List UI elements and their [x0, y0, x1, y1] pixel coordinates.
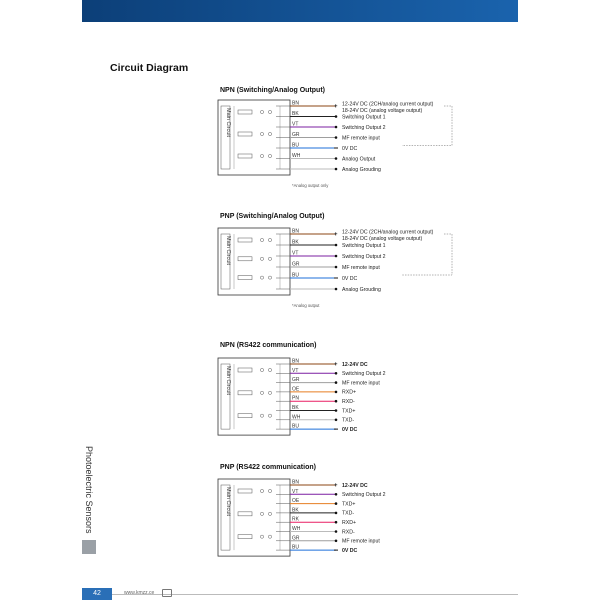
wire-code: BN: [292, 358, 299, 365]
page-title: Circuit Diagram: [110, 62, 189, 74]
wire-code: GR: [292, 261, 300, 268]
protection-component: [238, 512, 252, 516]
terminal-dot: [335, 168, 338, 171]
protection-component: [238, 368, 252, 372]
main-circuit-label: Main Circuit: [225, 108, 231, 138]
led-icon: [268, 276, 271, 279]
terminal-dot: [335, 126, 338, 129]
wire-code: PN: [292, 395, 299, 402]
wire-label: 12-24V DC: [342, 482, 368, 489]
protection-component: [238, 154, 252, 158]
led-icon: [260, 512, 263, 515]
led-icon: [268, 110, 271, 113]
website-url: www.kmzz.ce: [124, 590, 155, 596]
section-title-pnp-rs422: PNP (RS422 communication): [220, 464, 316, 471]
led-icon: [268, 132, 271, 135]
wire-code: WH: [292, 153, 301, 159]
plus-icon: +: [334, 362, 338, 368]
main-circuit-label: Main Circuit: [225, 236, 231, 266]
plus-icon: +: [334, 232, 338, 238]
wire-code: RK: [292, 516, 299, 523]
led-icon: [260, 154, 263, 157]
led-icon: [260, 238, 263, 241]
wire-label: 12-24V DC: [342, 361, 368, 368]
wire-code: VT: [292, 488, 299, 495]
wire-label: RXD-: [342, 399, 355, 405]
wire-code: WH: [292, 414, 301, 421]
plus-icon: +: [334, 104, 338, 110]
led-icon: [260, 368, 263, 371]
wire-label: TXD-: [342, 510, 355, 517]
wire-label: 12-24V DC (2CH/analog current output): [342, 101, 434, 108]
terminal-dot: [335, 255, 338, 258]
wire-label: TXD+: [342, 501, 356, 508]
led-icon: [260, 535, 263, 538]
protection-component: [238, 414, 252, 418]
wire-code: VT: [292, 367, 299, 374]
wire-label: MF remote input: [342, 264, 380, 271]
terminal-dot: [335, 157, 338, 160]
diagram-pnp-rs422: [212, 477, 472, 559]
wire-label: Switching Output 2: [342, 371, 386, 378]
wire-label-secondary: 18-24V DC (analog voltage output): [342, 236, 423, 242]
terminal-dot: [335, 400, 338, 403]
terminal-dot: [335, 502, 338, 505]
wire-code: OE: [292, 498, 300, 505]
protection-component: [238, 257, 252, 261]
diagram-note: *Analog output only: [292, 183, 329, 188]
led-icon: [260, 276, 263, 279]
led-icon: [260, 391, 263, 394]
plus-icon: +: [334, 483, 338, 489]
led-icon: [268, 257, 271, 260]
wire-label: TXD+: [342, 408, 356, 415]
diagram-npn-rs422: [212, 356, 472, 438]
wire-label-secondary: 18-24V DC (analog voltage output): [342, 108, 423, 114]
protection-component: [238, 489, 252, 493]
led-icon: [268, 535, 271, 538]
wire-label: Analog Grouding: [342, 286, 381, 293]
wire-code: VT: [292, 250, 299, 257]
led-icon: [260, 110, 263, 113]
diagram-note: *Analog output: [292, 303, 320, 308]
terminal-dot: [335, 266, 338, 269]
protection-component: [238, 276, 252, 280]
wire-code: BK: [292, 111, 299, 117]
terminal-dot: [335, 288, 338, 291]
wire-label: MF remote input: [342, 380, 380, 387]
side-category-text: Photoelectric Sensors: [84, 446, 94, 534]
led-icon: [268, 414, 271, 417]
wire-label: Switching Output 2: [342, 124, 386, 131]
terminal-dot: [335, 372, 338, 375]
terminal-dot: [335, 409, 338, 412]
main-circuit-label: Main Circuit: [225, 487, 231, 517]
led-icon: [268, 368, 271, 371]
diagram-pnp-analog: [212, 226, 472, 318]
terminal-dot: [335, 419, 338, 422]
terminal-dot: [335, 136, 338, 139]
footer-divider: [112, 594, 518, 595]
header-bar: [82, 0, 518, 22]
protection-component: [238, 535, 252, 539]
wire-code: BU: [292, 544, 299, 551]
led-icon: [268, 391, 271, 394]
wire-label: TXD-: [342, 417, 355, 424]
led-icon: [260, 414, 263, 417]
terminal-dot: [335, 244, 338, 247]
wire-label: RXD+: [342, 389, 356, 396]
terminal-dot: [335, 381, 338, 384]
wire-code: BU: [292, 423, 299, 430]
protection-component: [238, 132, 252, 136]
wire-label: RXD+: [342, 520, 356, 526]
wire-code: WH: [292, 526, 301, 532]
protection-component: [238, 110, 252, 114]
wire-code: GR: [292, 535, 300, 542]
monitor-icon: [162, 589, 172, 597]
wire-label: Switching Output 1: [342, 242, 386, 249]
wire-code: BK: [292, 405, 299, 411]
wire-label: Switching Output 2: [342, 492, 386, 499]
wire-code: VT: [292, 121, 299, 128]
terminal-dot: [335, 493, 338, 496]
wire-code: BK: [292, 507, 299, 514]
wire-label: Analog Output: [342, 156, 376, 163]
diagram-npn-analog: [212, 98, 472, 190]
terminal-dot: [335, 512, 338, 515]
wire-code: BU: [292, 272, 299, 279]
wire-label: MF remote input: [342, 135, 380, 142]
main-circuit-label: Main Circuit: [225, 366, 231, 396]
led-icon: [268, 154, 271, 157]
wire-label: RXD-: [342, 529, 355, 536]
section-title-npn-rs422: NPN (RS422 communication): [220, 342, 317, 349]
led-icon: [268, 238, 271, 241]
wire-label: Switching Output 2: [342, 253, 386, 260]
protection-component: [238, 391, 252, 395]
wire-code: GR: [292, 377, 300, 384]
wire-code: BN: [292, 479, 299, 486]
wire-code: BK: [292, 239, 299, 246]
terminal-dot: [335, 521, 338, 524]
wire-label: 12-24V DC (2CH/analog current output): [342, 229, 434, 236]
led-icon: [260, 489, 263, 492]
page-number: 42: [82, 588, 112, 600]
led-icon: [260, 132, 263, 135]
terminal-dot: [335, 540, 338, 543]
wire-code: OE: [292, 386, 300, 393]
sensor-category-icon: [82, 540, 96, 554]
wire-label: 0V DC: [342, 275, 358, 282]
terminal-dot: [335, 530, 338, 533]
wire-code: BN: [292, 100, 299, 107]
led-icon: [260, 257, 263, 260]
wire-code: BU: [292, 142, 299, 149]
wire-label: 0V DC: [342, 547, 358, 554]
section-title-pnp-analog: PNP (Switching/Analog Output): [220, 213, 325, 220]
wire-label: 0V DC: [342, 426, 358, 433]
wire-code: GR: [292, 132, 300, 138]
wire-code: BN: [292, 228, 299, 235]
section-title-npn-analog: NPN (Switching/Analog Output): [220, 87, 325, 94]
led-icon: [268, 512, 271, 515]
terminal-dot: [335, 391, 338, 394]
protection-component: [238, 238, 252, 242]
wire-label: Analog Grouding: [342, 166, 381, 173]
wire-label: 0V DC: [342, 145, 358, 152]
wire-label: MF remote input: [342, 538, 380, 545]
terminal-dot: [335, 115, 338, 118]
led-icon: [268, 489, 271, 492]
wire-label: Switching Output 1: [342, 114, 386, 121]
